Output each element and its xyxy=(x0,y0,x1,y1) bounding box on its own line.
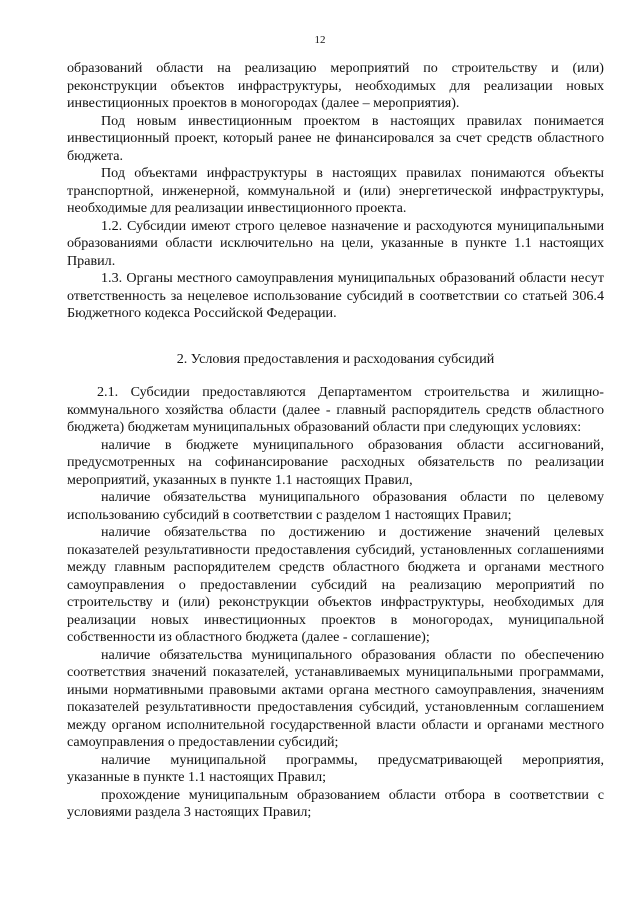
paragraph: наличие муниципальной программы, предусматривающей мероприятия, указанные в пункте 1.1 настоящих Правил; xyxy=(67,751,604,785)
section-heading: 2. Условия предоставления и расходования субсидий xyxy=(176,350,495,367)
paragraph: Под новым инвестиционным проектом в настоящих правилах понимается инвестиционный проект, который ранее не финансировался за счет средств областного бюджета. xyxy=(67,112,604,164)
paragraph: прохождение муниципальным образованием области отбора в соответствии с условиями раздела 3 настоящих Правил; xyxy=(67,786,604,820)
document-body xyxy=(67,60,604,822)
paragraph: 1.2. Субсидии имеют строго целевое назначение и расходуются муниципальными образованиями области исключительно на цели, указанные в пункте 1.1 настоящих Правил. xyxy=(67,217,604,269)
page-number: 12 xyxy=(314,34,326,46)
paragraph: 1.3. Органы местного самоуправления муниципальных образований области несут ответственность за нецелевое использование субсидий в соответствии со статьей 306.4 Бюджетного кодекса Российской Федерации. xyxy=(67,270,604,321)
paragraph: наличие обязательства муниципального образования области по целевому использованию субсидий в соответствии с разделом 1 настоящих Правил; xyxy=(67,489,604,523)
paragraph: наличие обязательства по достижению и достижение значений целевых показателей результативности предоставления субсидий, установленных соглашениями между главным распорядителем средств областного бюджета и органами местного самоуправления о предоставлении субсидий на реализацию мероприятий по строительству и (или) реконструкции объектов инфраструктуры, необходимых для реализации новых инвестиционных проектов в моногородах, муниципальной собственности из областного бюджета (далее - соглашение); xyxy=(67,524,604,645)
paragraph: образований области на реализацию мероприятий по строительству и (или) реконструкции объектов инфраструктуры, необходимых для реализации новых инвестиционных проектов в моногородах (далее – мероприятия). xyxy=(67,60,604,111)
paragraph: наличие в бюджете муниципального образования области ассигнований, предусмотренных на софинансирование расходных обязательств по реализации мероприятий, указанных в пункте 1.1 настоящих Правил, xyxy=(67,436,604,488)
paragraph: 2.1. Субсидии предоставляются Департаментом строительства и жилищно-коммунального хозяйства области (далее - главный распорядитель средств областного бюджета) бюджетам муниципальных образований области при следующих условиях: xyxy=(67,384,604,435)
paragraph: наличие обязательства муниципального образования области по обеспечению соответствия значений показателей, устанавливаемых муниципальными программами, иными нормативными правовыми актами органа местного самоуправления, значениям показателей результативности предоставления субсидий, установленным соглашением между органом исполнительной государственной власти области и органами местного самоуправления о предоставлении субсидий; xyxy=(67,646,604,750)
spacer xyxy=(67,368,604,384)
paragraph: Под объектами инфраструктуры в настоящих правилах понимаются объекты транспортной, инженерной, коммунальной и (или) энергетической инфраструктуры, необходимые для реализации инвестиционного проекта. xyxy=(67,165,604,216)
